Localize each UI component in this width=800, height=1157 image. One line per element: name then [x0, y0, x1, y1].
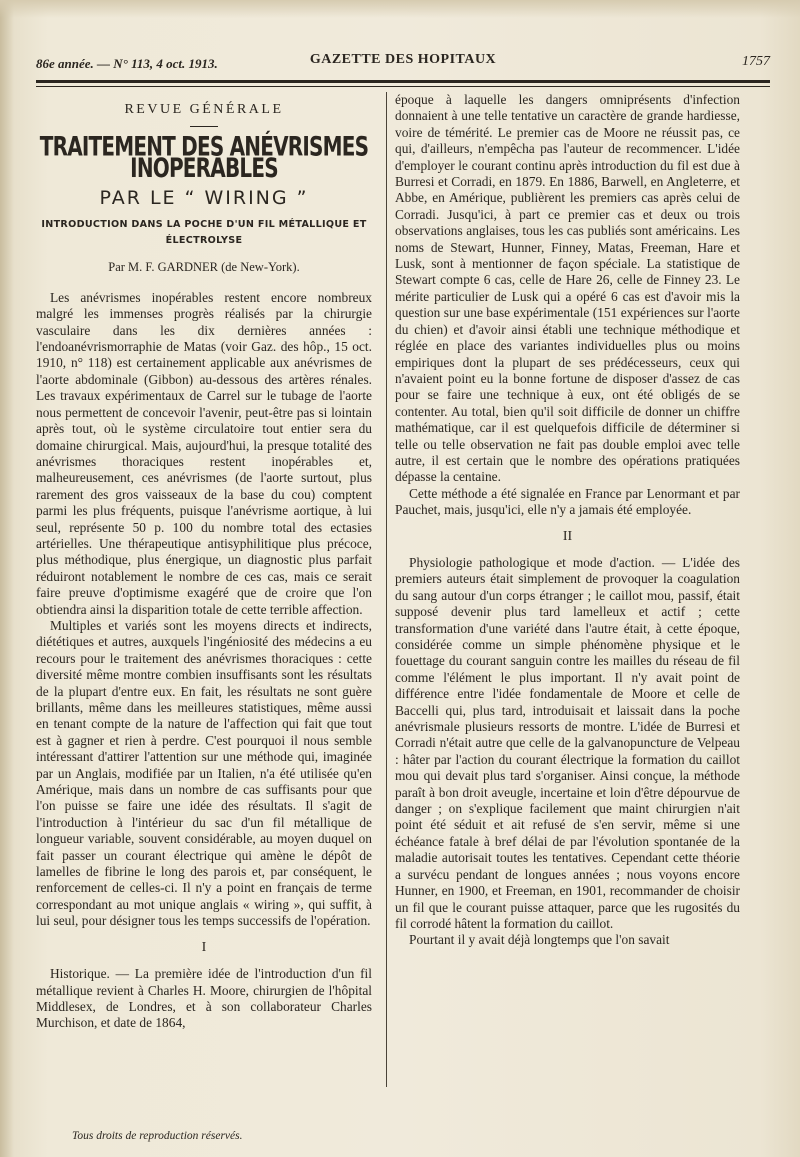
section-numeral: II — [562, 528, 573, 544]
paragraph: Multiples et variés sont les moyens directs et indirects, diététiques et autres, auxquels l'ingéniosité des médecins a eu recours pour le traitement des anévrismes thoraciques : cette diversité même montre combien insuffisants sont les résultats de la plupart d'entre eux. En fait, les résultats ne sont guère brillants, même dans les meilleures statistiques, même aussi en tenant compte de la nature de l'affection qui fait que tout est à gagner et rien à perdre. C'est pourquoi il nous semble intéressant d'attirer l'attention sur une méthode qui, imaginée par un Anglais, modifiée par un Italien, n'a été utilisée qu'en Amérique, mais dans un nombre de cas suffisants pour que l'on puisse se faire une idée des résultats. Il s'agit de l'introduction à l'intérieur du sac d'un fil métallique de longueur variable, souvent considérable, au moyen duquel on fait passer un courant électrique qui amène le dépôt de lamelles de fibrine le long des parois et, par conséquent, le renforcement de celles-ci. Il n'y a point en français de terme correspondant au mot unique anglais « wiring », qui suffit, à lui seul, pour désigner tous les temps successifs de l'opération. — [36, 617, 372, 929]
paragraph: époque à laquelle les dangers omniprésents d'infection donnaient à une telle tentative un caractère de grande hardiesse, voire de témérité. Le premier cas de Moore ne réussit pas, ce qui, d'ailleurs, n'empêcha pas l'auteur de recommencer. L'idée d'employer le courant continu après introduction du fil est due à Burresi et Corradi, en 1879. En 1886, Barwell, en Angleterre, et Abbe, en Amérique, publièrent les premiers cas après celui de Corradi. Jusqu'ici, à part ce premier cas et deux ou trois observations anglaises, tous les cas publiés sont américains. Les noms de Stewart, Hunner, Finney, Matas, Freeman, Hare et Lusk, sont à mentionner de façon spéciale. La statistique de Stewart compte 6 cas, celle de Hare 26, celle de Finney 23. Le mérite particulier de Lusk qui a opéré 6 cas est d'avoir mis la question sur une base expérimentale (151 expériences sur l'aorte du chien) et d'avoir ainsi établi une technique méthodique et réglée en place des variantes individuelles plus ou moins empiriques dont la plupart de ses prédécesseurs, ceux qui n'avaient point eu la bonne fortune de disposer d'assez de cas pour se faire une technique à eux, ont été obligés de se contenter. Au total, bien qu'il soit difficile de donner un chiffre mathématique, car il est quelquefois difficile de déterminer si telle ou telle observation ne fait pas double emploi avec telle autre, il est certain que le nombre des opérations pratiquées dépasse la centaine. — [395, 92, 740, 485]
article-subtitle: PAR LE “ WIRING ” — [99, 187, 309, 210]
header-rule-thick — [36, 80, 770, 83]
issue-info: 86e année. — N° 113, 4 oct. 1913. — [36, 56, 218, 71]
page-number: 1757 — [742, 54, 770, 69]
paragraph: Pourtant il y avait déjà longtemps que l'on savait — [409, 932, 670, 948]
column-divider — [386, 92, 387, 1087]
article-title: TRAITEMENT DES ANÉVRISMES INOPÉRABLES — [39, 130, 369, 185]
page-top-shadow — [0, 0, 800, 18]
header-rule-thin — [36, 86, 770, 87]
section-numeral: I — [201, 939, 207, 955]
right-column — [395, 92, 740, 949]
journal-name: GAZETTE DES HOPITAUX — [309, 52, 497, 67]
running-header — [36, 52, 770, 74]
left-column — [36, 96, 372, 1032]
paragraph-physiologie: Physiologie pathologique et mode d'action. — L'idée des premiers auteurs était simplement de provoquer la coagulation du sang autour d'un corps étranger ; le caillot mou, passif, était supposé devenir plus tard lamelleux et actif ; cette transformation d'une variété dans l'autre était, à cette époque, considérée comme un simple phénomène physique et le fouettage du courant sanguin contre les mailles du réseau de fil comme l'élément le plus important. Il n'y avait point de différence entre l'idée fondamentale de Moore et celle de Baccelli qui, plus tard, introduisait et laissait dans la poche anévrismale plusieurs ressorts de montre. L'idée de Burresi et Corradi n'était autre que celle de la galvanopuncture de Velpeau : hâter par l'action du courant électrique la formation du caillot mou qui devait plus tard s'organiser. Ainsi conçue, la méthode paraît à bon droit aveugle, incertaine et loin d'être dépourvue de danger ; on s'explique facilement que maint chirurgien n'ait point été séduit et ait refusé de s'en servir, même si une échéance fatale à bref délai de par l'évolution spontanée de la maladie autorisait toutes les tentatives. Cependant cette théorie a survécu pendant de longues années ; nous voyons encore Hunner, en 1900, et Freeman, en 1901, recommander de choisir un fil que le courant puisse attaquer, parce que les rugosités du fil corrodé hâtent la formation du caillot. — [395, 554, 740, 931]
section-rule — [190, 126, 218, 127]
paragraph: Les anévrismes inopérables restent encore nombreux malgré les immenses progrès réalisés par la chirurgie vasculaire dans les dix dernières années : l'endoanévrismorraphie de Matas (voir Gaz. des hôp., 15 oct. 1910, n° 118) est certainement applicable aux anévrismes de l'aorte abdominale (Gibbon) au-dessous des artères rénales. Les travaux expérimentaux de Carrel sur le tubage de l'aorte nous permettent de concevoir l'avenir, peut-être pas si lointain après tout, où le système circulatoire tout entier sera du domaine chirurgical. Mais, aujourd'hui, la presque totalité des anévrismes thoraciques restent inopérables et, malheureusement, ces anévrismes (de l'aorte surtout, plus rarement des gros vaisseaux de la base du cou) comptent parmi les plus fréquents, puisque l'anévrisme aortique, à lui seul, représente 50 p. 100 du nombre total des ectasies artérielles. Une thérapeutique antisyphilitique plus précoce, plus méthodique, plus énergique, un diagnostic plus parfait réduiront notablement le nombre de ces cas, mais ce serait faire preuve d'optimisme exagéré que de croire que l'on obtiendra ainsi la disparition totale de cette terrible affection. — [36, 289, 372, 617]
article-kicker: INTRODUCTION DANS LA POCHE D'UN FIL MÉTALLIQUE ET ÉLECTROLYSE — [41, 218, 367, 247]
section-heading: REVUE GÉNÉRALE — [124, 102, 284, 117]
article-byline: Par M. F. GARDNER (de New-York). — [108, 260, 300, 275]
page-edge-shadow — [0, 0, 14, 1157]
paragraph-historique: Historique. — La première idée de l'introduction d'un fil métallique revient à Charles H. Moore, chirurgien de l'hôpital Middlesex, de Londres, et à son collaborateur Charles Murchison, et date de 1864, — [36, 966, 372, 1031]
paragraph: Cette méthode a été signalée en France par Lenormant et par Pauchet, mais, jusqu'ici, elle n'y a jamais été employée. — [395, 485, 740, 518]
footer-rights: Tous droits de reproduction réservés. — [72, 1130, 243, 1142]
